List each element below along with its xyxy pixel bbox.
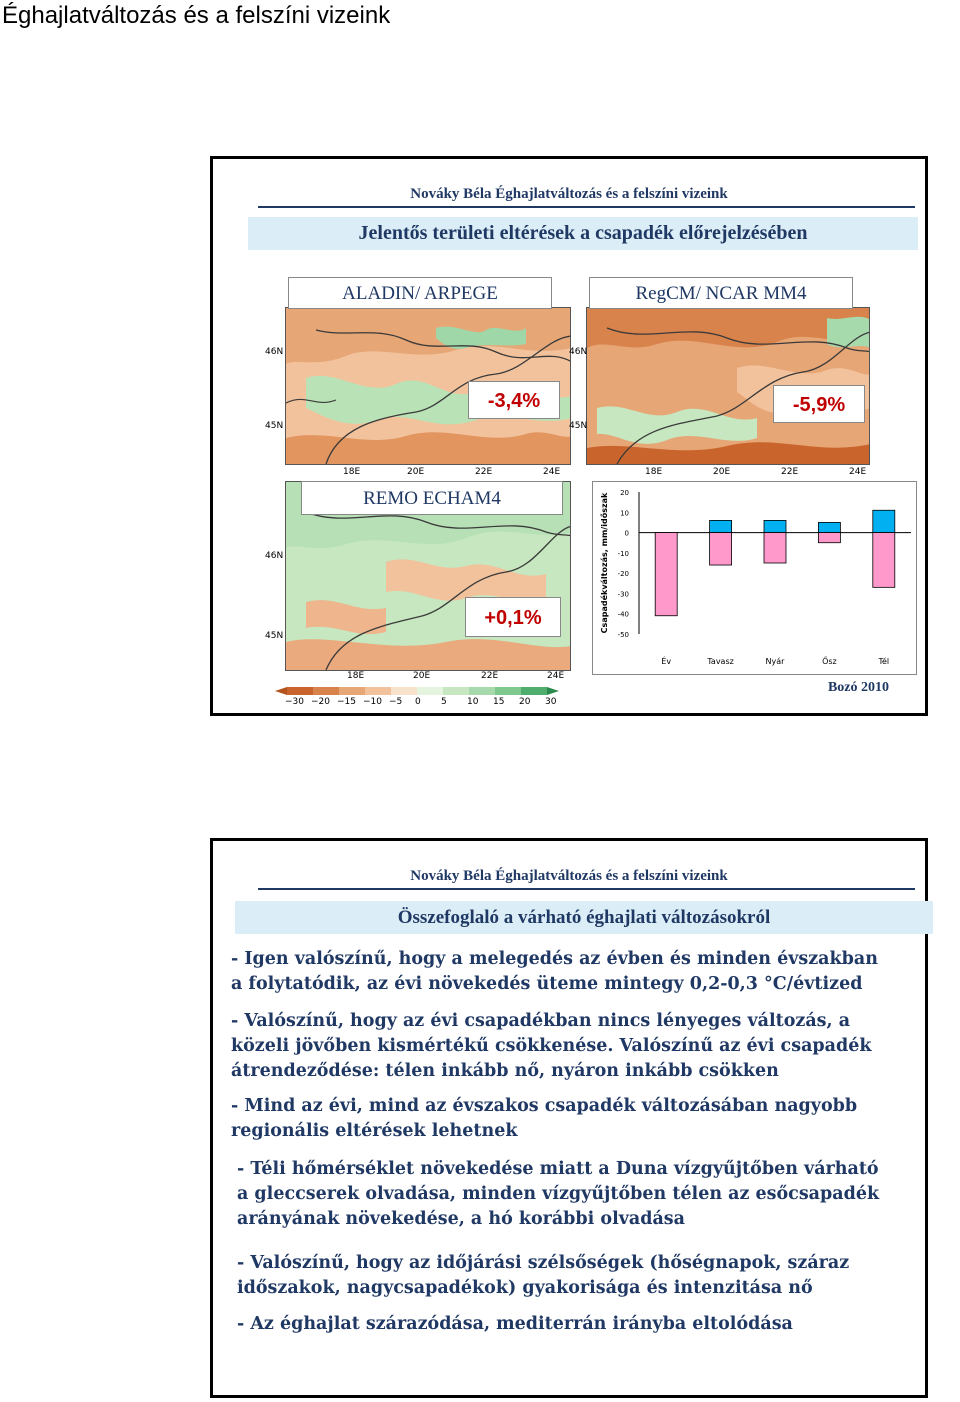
- slide-regional-precipitation: [210, 156, 928, 716]
- summary-bullet: [237, 1251, 849, 1301]
- colorbar-label: −30: [285, 697, 304, 707]
- lat-label: 46N: [265, 347, 284, 357]
- lat-label: 46N: [265, 551, 284, 561]
- colorbar-label: 0: [415, 697, 421, 707]
- bullet-line: arányának növekedése, a hó korábbi olvadása: [237, 1209, 685, 1229]
- lon-label: 24E: [849, 467, 867, 477]
- lat-label: 45N: [265, 631, 284, 641]
- slide-header: Nováky Béla Éghajlatváltozás és a felszíni vizeink: [410, 868, 728, 884]
- slide-title: Jelentős területi eltérések a csapadék előrejelzésében: [248, 217, 918, 250]
- change-regcm: -5,9%: [773, 385, 865, 423]
- lon-label: 24E: [547, 671, 565, 681]
- header-rule: [258, 888, 915, 890]
- slide-header: Nováky Béla Éghajlatváltozás és a felszíni vizeink: [410, 186, 728, 202]
- bullet-line: átrendeződése: télen inkább nő, nyáron inkább csökken: [231, 1061, 779, 1081]
- lon-label: 22E: [475, 467, 493, 477]
- y-tick-label: -20: [617, 570, 629, 579]
- lon-label: 24E: [543, 467, 561, 477]
- bullet-line: - Valószínű, hogy az évi csapadékban nincs lényeges változás, a: [231, 1011, 851, 1031]
- bullet-line: közeli jövőben kismértékű csökkenése. Valószínű az évi csapadék: [231, 1036, 872, 1056]
- y-tick-label: 20: [620, 489, 629, 497]
- bullet-line: - Mind az évi, mind az évszakos csapadék változásában nagyobb: [231, 1096, 858, 1116]
- credit: Bozó 2010: [827, 680, 889, 695]
- x-tick-label: Ősz: [822, 657, 837, 666]
- lon-label: 18E: [347, 671, 365, 681]
- y-axis-label: Csapadékváltozás, mm/időszak: [600, 492, 609, 634]
- colorbar-label: −5: [389, 697, 403, 707]
- model-label-remo: REMO ECHAM4: [301, 481, 563, 515]
- x-tick-label: Év: [661, 657, 672, 666]
- colorbar-label: −10: [363, 697, 382, 707]
- y-tick-label: 0: [624, 529, 629, 538]
- bullet-line: időszakok, nagycsapadékok) gyakorisága és intenzitása nő: [237, 1278, 813, 1298]
- bullet-line: - Az éghajlat szárazódása, mediterrán irányba eltolódása: [237, 1314, 793, 1334]
- y-tick-label: -50: [617, 631, 629, 639]
- bar: [873, 533, 895, 588]
- summary-bullet: [237, 1312, 793, 1337]
- bullet-line: a gleccserek olvadása, minden vízgyűjtőben télen az esőcsapadék: [237, 1184, 880, 1204]
- model-label-aladin: ALADIN/ ARPEGE: [288, 277, 552, 309]
- bar: [710, 533, 732, 565]
- bar: [764, 533, 786, 563]
- colorbar-label: 30: [545, 697, 557, 707]
- bar: [764, 520, 786, 532]
- lon-label: 22E: [481, 671, 499, 681]
- colorbar-label: 10: [467, 697, 479, 707]
- lat-label: 46N: [569, 347, 588, 357]
- bar: [655, 533, 677, 616]
- document-title: Éghajlatváltozás és a felszíni vizeink: [2, 2, 391, 29]
- lon-label: 18E: [645, 467, 663, 477]
- colorbar-label: −20: [311, 697, 330, 707]
- y-tick-label: -10: [617, 549, 629, 558]
- bar: [818, 522, 840, 532]
- slide-summary: [210, 838, 928, 1398]
- bullet-line: - Téli hőmérséklet növekedése miatt a Duna vízgyűjtőben várható: [237, 1159, 879, 1179]
- colorbar-label: 20: [519, 697, 531, 707]
- summary-bullet: [231, 947, 878, 997]
- change-remo: +0,1%: [465, 597, 561, 637]
- summary-bullet: [231, 1094, 857, 1144]
- bar: [710, 520, 732, 532]
- lon-label: 18E: [343, 467, 361, 477]
- lon-label: 20E: [407, 467, 425, 477]
- x-tick-label: Tavasz: [707, 657, 734, 666]
- lon-label: 20E: [713, 467, 731, 477]
- colorbar-label: −15: [337, 697, 356, 707]
- colorbar-label: 15: [493, 697, 505, 707]
- colorbar-label: 5: [441, 697, 447, 707]
- summary-bullet: [237, 1157, 879, 1232]
- lon-label: 22E: [781, 467, 799, 477]
- bar: [873, 510, 895, 532]
- chart-svg: [593, 482, 916, 674]
- colorbar-labels: [285, 697, 571, 709]
- y-tick-label: 10: [620, 509, 629, 518]
- bullet-line: - Valószínű, hogy az időjárási szélsőségek (hőségnapok, száraz: [237, 1253, 850, 1273]
- x-tick-label: Tél: [878, 657, 890, 666]
- change-aladin: -3,4%: [468, 381, 560, 419]
- summary-bullet: [231, 1009, 871, 1084]
- bullet-line: regionális eltérések lehetnek: [231, 1121, 518, 1141]
- bullet-line: a folytatódik, az évi növekedés üteme mintegy 0,2-0,3 °C/évtized: [231, 974, 863, 994]
- bar: [818, 533, 840, 543]
- y-tick-label: -30: [617, 590, 629, 599]
- model-label-regcm: RegCM/ NCAR MM4: [589, 277, 853, 309]
- bullet-line: - Igen valószínű, hogy a melegedés az évben és minden évszakban: [231, 949, 878, 969]
- lon-label: 20E: [413, 671, 431, 681]
- slide-title: Összefoglaló a várható éghajlati változásokról: [235, 901, 933, 934]
- lat-label: 45N: [265, 421, 284, 431]
- x-tick-label: Nyár: [765, 657, 785, 666]
- header-rule: [258, 206, 915, 208]
- seasonal-precipitation-chart: [592, 481, 917, 675]
- lat-label: 45N: [569, 421, 588, 431]
- y-tick-label: -40: [617, 610, 629, 619]
